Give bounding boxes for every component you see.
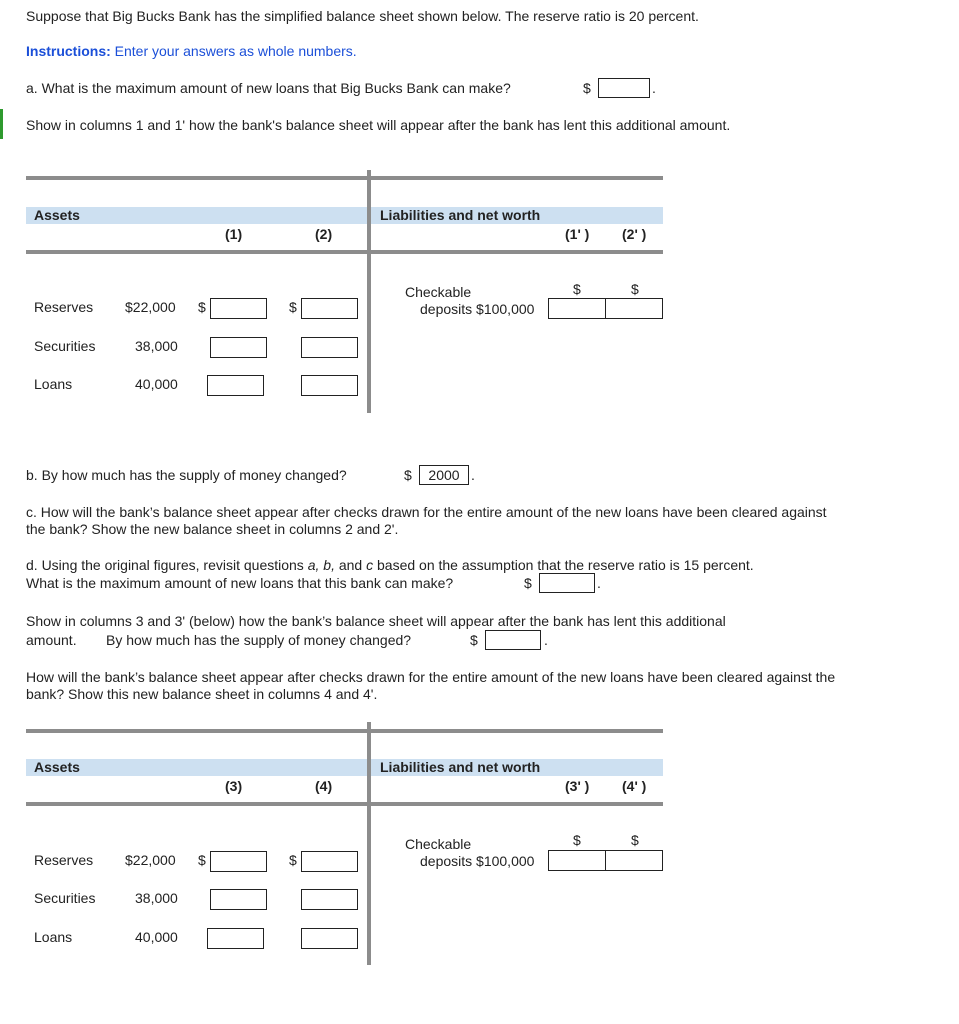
securities-value: 38,000 [135, 338, 178, 354]
table-top-rule [26, 729, 663, 733]
dollar-sign: $ [198, 299, 206, 315]
securities-label: Securities [34, 890, 96, 906]
dollar-sign: $ [631, 281, 639, 297]
instructions-label: Instructions: [26, 43, 111, 59]
question-d-line-2: What is the maximum amount of new loans that this bank can make? [26, 575, 454, 591]
loans-col-1-input[interactable] [207, 375, 264, 396]
reserves-label: Reserves [34, 299, 94, 315]
money-supply-change-input-d[interactable] [485, 630, 541, 650]
securities-col-1-input[interactable] [210, 337, 267, 358]
column-1-header: (1) [225, 226, 243, 242]
dollar-sign: $ [198, 852, 206, 868]
loans-label: Loans [34, 929, 73, 945]
securities-col-4-input[interactable] [301, 889, 358, 910]
period: . [544, 632, 548, 648]
loans-label: Loans [34, 376, 73, 392]
intro-text: Suppose that Big Bucks Bank has the simplified balance sheet shown below. The reserve ratio is 20 percent. [26, 8, 699, 24]
dollar-sign: $ [289, 299, 297, 315]
reserves-col-3-input[interactable] [210, 851, 267, 872]
question-a: a. What is the maximum amount of new loans that Big Bucks Bank can make? [26, 80, 511, 96]
loans-value: 40,000 [135, 929, 178, 945]
loans-col-3-input[interactable] [207, 928, 264, 949]
reserves-col-1-input[interactable] [210, 298, 267, 319]
dollar-sign: $ [583, 80, 591, 96]
loans-value: 40,000 [135, 376, 178, 392]
max-loans-input-a[interactable] [598, 78, 650, 98]
question-b: b. By how much has the supply of money changed? [26, 467, 347, 483]
period: . [597, 575, 601, 591]
deposits-col-3-prime-input[interactable] [548, 850, 606, 871]
instructions-text: Enter your answers as whole numbers. [114, 43, 357, 59]
liabilities-header: Liabilities and net worth [380, 759, 541, 775]
dollar-sign: $ [573, 832, 581, 848]
question-d-money-change: By how much has the supply of money changed? [106, 632, 412, 648]
column-3-prime-header: (3' ) [565, 778, 590, 794]
column-4-prime-header: (4' ) [622, 778, 647, 794]
question-d-pre: d. Using the original figures, revisit questions [26, 557, 304, 573]
table-top-rule [26, 176, 663, 180]
question-d-and: and [338, 557, 363, 573]
liabilities-header: Liabilities and net worth [380, 207, 541, 223]
question-d-ref-b: b, [323, 557, 335, 573]
column-1-prime-header: (1' ) [565, 226, 590, 242]
dollar-sign: $ [524, 575, 532, 591]
table-header-rule [26, 802, 663, 806]
deposits-col-1-prime-input[interactable] [548, 298, 606, 319]
instructions [26, 43, 357, 59]
reserves-col-4-input[interactable] [301, 851, 358, 872]
reserves-col-2-input[interactable] [301, 298, 358, 319]
question-d-show-line-1: Show in columns 3 and 3' (below) how the bank’s balance sheet will appear after the bank has lent this additional [26, 613, 726, 629]
dollar-sign: $ [573, 281, 581, 297]
question-d-cleared: How will the bank’s balance sheet appear after checks drawn for the entire amount of the new loans have been cleared against the bank? Show this new balance sheet in columns 4 and 4'. [26, 669, 836, 702]
securities-col-3-input[interactable] [210, 889, 267, 910]
question-d-ref-c: c [366, 557, 374, 573]
column-4-header: (4) [315, 778, 333, 794]
table-header-rule [26, 250, 663, 254]
deposits-label: deposits $100,000 [420, 301, 535, 317]
assets-header: Assets [34, 207, 80, 223]
loans-col-4-input[interactable] [301, 928, 358, 949]
question-c: c. How will the bank’s balance sheet appear after checks drawn for the entire amount of the new loans have been cleared against the bank? Show the new balance sheet in columns 2 and 2'. [26, 504, 827, 537]
question-d-ref-a: a, [307, 557, 320, 573]
max-loans-input-d[interactable] [539, 573, 595, 593]
left-accent-bar [0, 109, 3, 139]
deposits-label: deposits $100,000 [420, 853, 535, 869]
question-d-line-1 [26, 557, 754, 573]
deposits-col-2-prime-input[interactable] [605, 298, 663, 319]
dollar-sign: $ [631, 832, 639, 848]
question-a-show: Show in columns 1 and 1' how the bank's balance sheet will appear after the bank has lent this additional amount. [26, 117, 731, 133]
reserves-value: $22,000 [125, 852, 176, 868]
period: . [652, 80, 656, 96]
column-3-header: (3) [225, 778, 243, 794]
column-2-prime-header: (2' ) [622, 226, 647, 242]
securities-label: Securities [34, 338, 96, 354]
deposits-col-4-prime-input[interactable] [605, 850, 663, 871]
dollar-sign: $ [470, 632, 478, 648]
assets-header: Assets [34, 759, 80, 775]
column-2-header: (2) [315, 226, 333, 242]
reserves-value: $22,000 [125, 299, 176, 315]
securities-col-2-input[interactable] [301, 337, 358, 358]
question-d-post: based on the assumption that the reserve ratio is 15 percent. [377, 557, 754, 573]
question-d-show-amount: amount. [26, 632, 77, 648]
money-supply-change-input-b[interactable]: 2000 [419, 465, 469, 485]
dollar-sign: $ [289, 852, 297, 868]
period: . [471, 467, 475, 483]
loans-col-2-input[interactable] [301, 375, 358, 396]
reserves-label: Reserves [34, 852, 94, 868]
checkable-label: Checkable [405, 284, 472, 300]
checkable-label: Checkable [405, 836, 472, 852]
securities-value: 38,000 [135, 890, 178, 906]
dollar-sign: $ [404, 467, 412, 483]
